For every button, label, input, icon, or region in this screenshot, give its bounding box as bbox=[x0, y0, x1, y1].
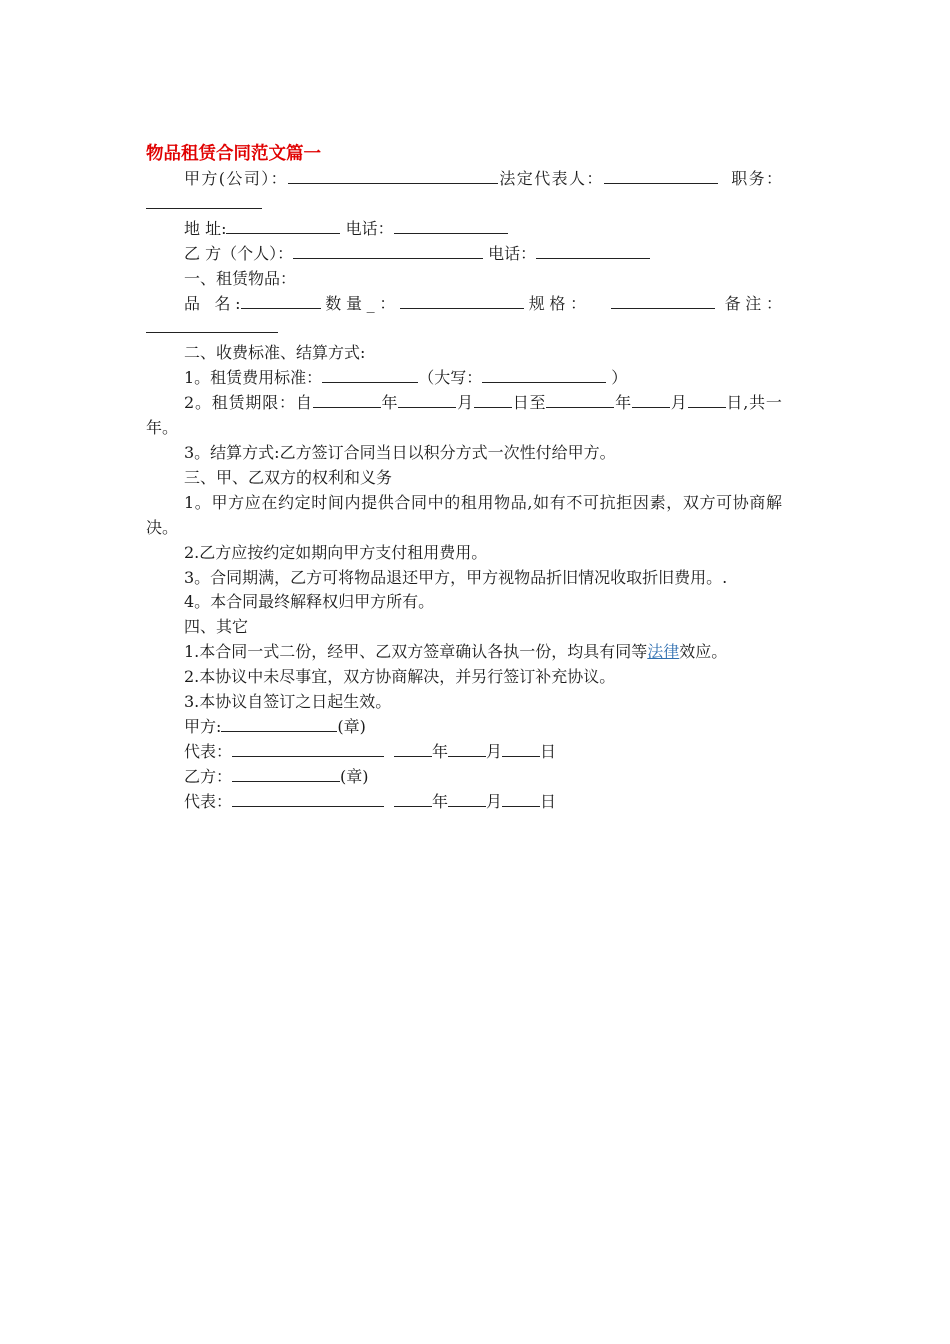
to-day-label: 日,共一年。 bbox=[146, 393, 782, 438]
section-2-heading: 二、收费标准、结算方式: bbox=[184, 343, 366, 363]
party-a-month-label: 月 bbox=[486, 741, 503, 761]
to-year-label: 年 bbox=[614, 393, 632, 413]
item-name-label: 品 名: bbox=[184, 293, 241, 313]
to-month-blank bbox=[632, 392, 670, 408]
party-a-month-blank bbox=[448, 741, 486, 757]
remarks-label: 备注： bbox=[714, 293, 782, 313]
party-a-seal-mark: (章) bbox=[337, 716, 366, 736]
party-b-blank bbox=[293, 243, 483, 259]
clause-4-1-text: 1.本合同一式二份，经甲、乙双方签章确认各执一份，均具有同等 bbox=[184, 642, 648, 662]
from-month-label: 月 bbox=[456, 393, 474, 413]
clause-4-2: 2.本协议中未尽事宜，双方协商解决，并另行签订补充协议。 bbox=[184, 667, 616, 687]
party-b-seal-label: 乙方： bbox=[184, 766, 233, 786]
fee-uppercase-label: （大写： bbox=[418, 368, 483, 388]
party-a-year-label: 年 bbox=[432, 741, 449, 761]
section-1-heading: 一、租赁物品： bbox=[184, 268, 297, 288]
section-4-heading: 四、其它 bbox=[184, 617, 249, 637]
document-title: 物品租赁合同范文篇一 bbox=[146, 144, 321, 164]
party-a-day-blank bbox=[502, 741, 540, 757]
party-b-rep-blank bbox=[232, 791, 384, 807]
spec-label: 规格： bbox=[524, 293, 591, 313]
legal-rep-label: 法定代表人： bbox=[498, 169, 604, 188]
phone-blank bbox=[394, 218, 508, 234]
phone-label: 电话： bbox=[340, 218, 394, 238]
fee-standard-label: 1。租赁费用标准： bbox=[184, 368, 323, 388]
address-blank bbox=[226, 218, 340, 234]
party-b-year-label: 年 bbox=[432, 791, 449, 811]
party-a-blank bbox=[288, 168, 498, 184]
to-month-label: 月 bbox=[669, 393, 688, 413]
address-line bbox=[146, 217, 782, 242]
fee-uppercase-blank bbox=[482, 367, 606, 383]
party-b-label: 乙 方（个人）： bbox=[184, 243, 294, 263]
contract-body bbox=[146, 142, 782, 815]
from-day-blank bbox=[474, 392, 512, 408]
party-b-seal-blank bbox=[232, 766, 340, 782]
clause-3-3: 3。合同期满，乙方可将物品退还甲方，甲方视物品折旧情况收取折旧费用。. bbox=[184, 567, 728, 587]
party-b-rep-label: 代表： bbox=[184, 791, 233, 811]
to-year-blank bbox=[546, 392, 614, 408]
party-b-phone-label: 电话： bbox=[483, 243, 537, 263]
from-year-blank bbox=[313, 392, 381, 408]
party-b-day-blank bbox=[502, 791, 540, 807]
party-a-label: 甲方(公司）： bbox=[184, 169, 289, 188]
party-a-rep-label: 代表： bbox=[184, 741, 233, 761]
party-b-day-label: 日 bbox=[540, 791, 557, 811]
remarks-blank bbox=[146, 317, 278, 333]
party-b-seal-line bbox=[146, 765, 782, 790]
party-a-rep-blank bbox=[232, 741, 384, 757]
from-month-blank bbox=[398, 392, 456, 408]
clause-4-1 bbox=[146, 640, 782, 665]
party-a-seal-label: 甲方: bbox=[184, 716, 222, 736]
settlement-line: 3。结算方式:乙方签订合同当日以积分方式一次性付给甲方。 bbox=[184, 442, 616, 462]
party-a-seal-blank bbox=[221, 716, 337, 732]
party-b-phone-blank bbox=[536, 243, 650, 259]
party-a-rep-line bbox=[146, 740, 782, 765]
lease-period-line bbox=[146, 391, 782, 441]
fee-uppercase-close: ） bbox=[606, 368, 628, 388]
legal-rep-blank bbox=[604, 168, 718, 184]
lease-from-label: 2。租赁期限：自 bbox=[184, 393, 313, 413]
party-a-line bbox=[146, 167, 782, 217]
party-a-seal-line bbox=[146, 715, 782, 740]
party-b-rep-line bbox=[146, 790, 782, 815]
item-name-blank bbox=[241, 293, 321, 309]
from-year-label: 年 bbox=[380, 393, 399, 413]
clause-3-2: 2.乙方应按约定如期向甲方支付租用费用。 bbox=[184, 542, 488, 562]
position-label: 职务： bbox=[729, 169, 782, 188]
party-a-day-label: 日 bbox=[540, 741, 557, 761]
section-3-heading: 三、甲、乙双方的权利和义务 bbox=[184, 467, 393, 487]
to-label: 日至 bbox=[511, 393, 547, 413]
clause-4-3: 3.本协议自签订之日起生效。 bbox=[184, 692, 392, 712]
position-blank bbox=[146, 193, 262, 209]
to-day-blank bbox=[688, 392, 726, 408]
fee-standard-blank bbox=[322, 367, 418, 383]
quantity-label: 数量_： bbox=[320, 293, 401, 313]
clause-3-4: 4。本合同最终解释权归甲方所有。 bbox=[184, 592, 435, 612]
party-b-line bbox=[146, 242, 782, 267]
party-b-seal-mark: (章) bbox=[340, 766, 369, 786]
party-b-month-blank bbox=[448, 791, 486, 807]
fee-standard-line bbox=[146, 366, 782, 391]
party-b-month-label: 月 bbox=[486, 791, 503, 811]
spec-blank bbox=[611, 293, 715, 309]
party-a-year-blank bbox=[394, 741, 432, 757]
item-line bbox=[146, 292, 782, 342]
law-link[interactable]: 法律 bbox=[647, 642, 680, 662]
quantity-blank bbox=[400, 293, 524, 309]
clause-4-1-tail: 效应。 bbox=[679, 642, 728, 662]
address-label: 地 址: bbox=[184, 218, 227, 238]
party-b-year-blank bbox=[394, 791, 432, 807]
clause-3-1: 1。甲方应在约定时间内提供合同中的租用物品,如有不可抗拒因素，双方可协商解决。 bbox=[146, 492, 782, 537]
